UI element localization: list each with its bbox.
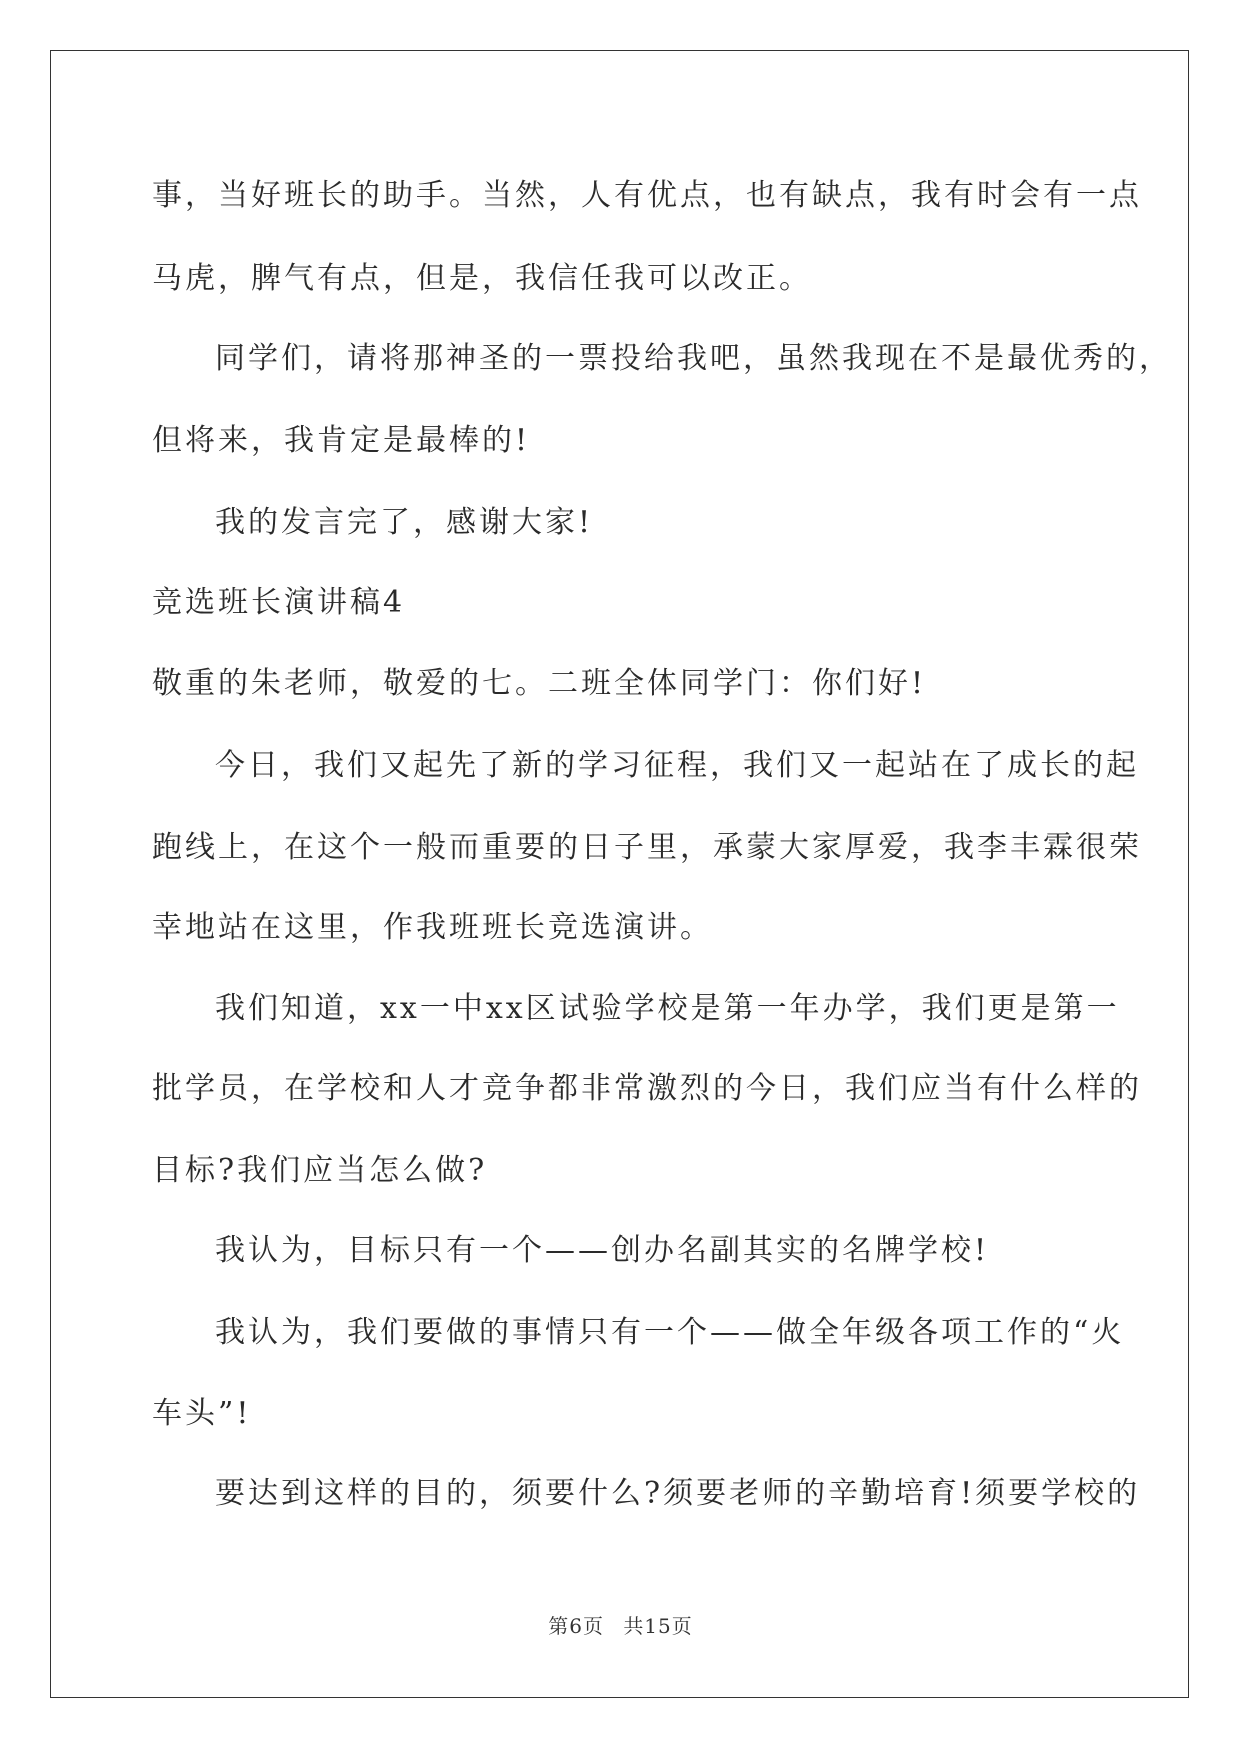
text-line: 批学员，在学校和人才竞争都非常激烈的今日，我们应当有什么样的	[152, 1071, 1142, 1106]
text-line: 事，当好班长的助手。当然，人有优点，也有缺点，我有时会有一点	[152, 178, 1142, 213]
page-footer	[0, 1610, 1241, 1639]
text-line: 马虎，脾气有点，但是，我信任我可以改正。	[152, 261, 812, 296]
text-line: 今日，我们又起先了新的学习征程，我们又一起站在了成长的起	[215, 748, 1139, 783]
page-number: 第6页	[548, 1614, 604, 1638]
salutation: 敬重的朱老师，敬爱的七。二班全体同学门：你们好!	[152, 666, 927, 701]
text-line: 要达到这样的目的，须要什么?须要老师的辛勤培育!须要学校的	[215, 1476, 1141, 1511]
page-border	[50, 50, 1189, 1698]
text-line: 车头”!	[152, 1396, 252, 1431]
text-line: 我的发言完了，感谢大家!	[215, 505, 594, 540]
page-total: 共15页	[623, 1614, 693, 1638]
text-line: 我们知道，xx一中xx区试验学校是第一年办学，我们更是第一	[215, 991, 1120, 1026]
text-line: 跑线上，在这个一般而重要的日子里，承蒙大家厚爱，我李丰霖很荣	[152, 830, 1142, 865]
text-line: 我认为，我们要做的事情只有一个——做全年级各项工作的“火	[215, 1315, 1125, 1350]
text-line: 目标?我们应当怎么做?	[152, 1153, 488, 1188]
section-title: 竞选班长演讲稿4	[152, 585, 406, 620]
text-line: 同学们，请将那神圣的一票投给我吧，虽然我现在不是最优秀的，	[215, 341, 1172, 376]
text-line: 我认为，目标只有一个——创办名副其实的名牌学校!	[215, 1233, 990, 1268]
text-line: 幸地站在这里，作我班班长竞选演讲。	[152, 910, 713, 945]
text-line: 但将来，我肯定是最棒的!	[152, 423, 531, 458]
